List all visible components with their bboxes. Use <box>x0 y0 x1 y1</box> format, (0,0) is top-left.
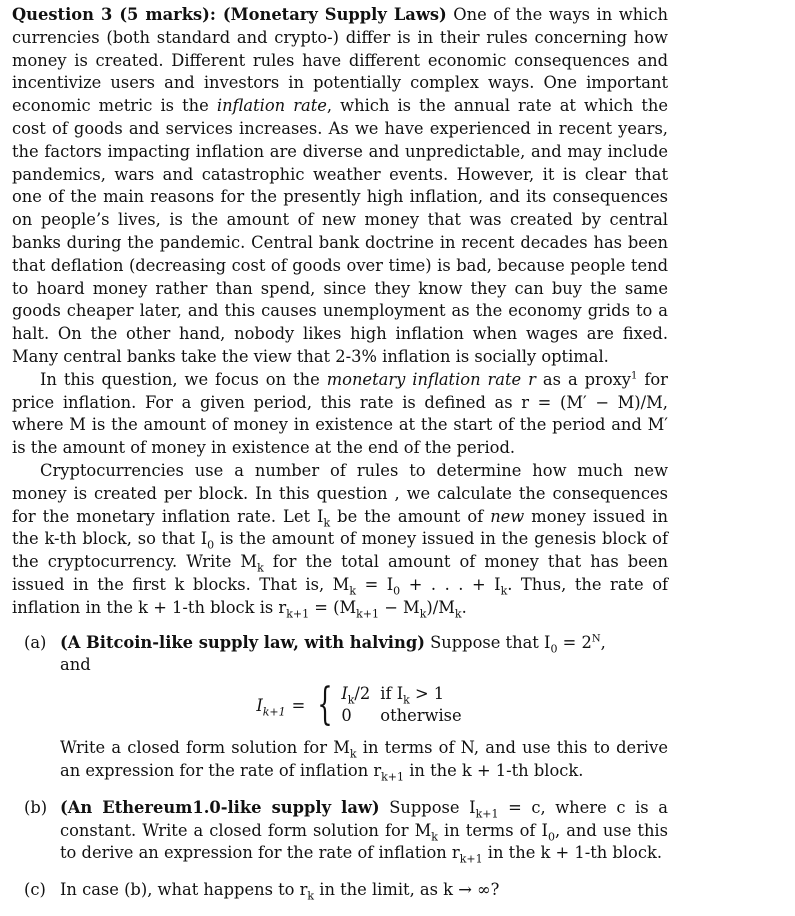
question-heading: Question 3 (5 marks): (Monetary Supply Laws) <box>12 5 447 24</box>
paragraph-3: Cryptocurrencies use a number of rules to determine how much new money is created per block. In this question , we calculate the consequences for the monetary inflation rate. Let $I_k$ be the amount of new money issued in the k-th block, so that $I_0$ is the amount of money issued in the genesis block of the cryptocurrency. Write $M_k$ for the total amount of money that has been issued in the first k blocks. That is, $M_k = I_0$ + . . . + $I_k$. Thus, the rate of inflation in the k + 1-th block is $r_{k+1} = (M_{k+1} - M_k)/M_k$. <box>12 460 669 620</box>
question-parts <box>12 632 668 902</box>
intro-paragraph <box>12 4 668 369</box>
piecewise-equation: $I_{k+1}$ = { $I_k/2$ if $I_k > 1$ 0 otherwise <box>60 683 668 727</box>
part-title: (A Bitcoin-like supply law, with halving) <box>60 632 425 652</box>
part-label: (a) <box>24 632 47 652</box>
part-title: (An Ethereum1.0-like supply law) <box>60 797 380 817</box>
cases-table: $I_k/2$ if $I_k > 1$ 0 otherwise <box>341 684 462 726</box>
intro-text: One of the ways in which currencies (both standard and crypto-) differ is in their rules concerning how money is created. Different rules have different economic consequences and incentivize users and investors in potentially complex ways. One important economic metric is the <box>12 5 668 116</box>
paragraph-2: In this question, we focus on the monetary inflation rate r as a proxy$^1$ for price inflation. For a given period, this rate is defined as r = (M′ − M)/M, where M is the amount of money in existence at the start of the period and M′ is the amount of money in existence at the end of the period. <box>12 369 668 458</box>
part-c: (c) In case (b), what happens to $r_k$ in the limit, as k → ∞? <box>24 880 500 903</box>
left-brace: { <box>317 679 334 731</box>
part-b: (b) (An Ethereum1.0-like supply law) Suppose $I_{k+1} = c$, where c is a constant. Write a closed form solution for $M_k$ in terms of $I_0$, and use this to derive an expression for the rate of inflation $r_{k+1}$ in the k + 1-th block. <box>24 797 668 866</box>
document-page <box>12 4 668 916</box>
term-inflation-rate: inflation rate <box>216 96 327 116</box>
intro-text-2: , which is the annual rate at which the cost of goods and services increases. As we have experienced in recent years, the factors impacting inflation are diverse and unpredictable, and may include pandemics, wars and catastrophic weather events. However, it is clear that one of the main reasons for the presently high inflation, and its consequences on people’s lives, is the amount of new money that was created by central banks during the pandemic. Central bank doctrine in recent decades has been that deflation (decreasing cost of goods over time) is bad, because people tend to hoard money rather than spend, since they know they can buy the same goods cheaper later, and this causes unemployment as the economy grids to a halt. On the other hand, nobody likes high inflation when wages are fixed. Many central banks take the view that 2-3% inflation is socially optimal. <box>12 96 668 366</box>
part-label: (b) <box>24 797 48 817</box>
term-monetary-inflation: monetary inflation rate r <box>326 369 536 389</box>
part-label: (c) <box>24 880 46 900</box>
footnote-marker: 1 <box>631 370 638 382</box>
part-a: (a) (A Bitcoin-like supply law, with halving) Suppose that $I_0 = 2^N$, and $I_{k+1}$ = { $I_k/2$ if $I_k > 1$ 0 otherwise Write a closed form solution for $M_k$ in terms of N, and use this to derive an expression for the rate of inflation $r_{k+1}$ in the k + 1-th block. <box>24 632 668 784</box>
